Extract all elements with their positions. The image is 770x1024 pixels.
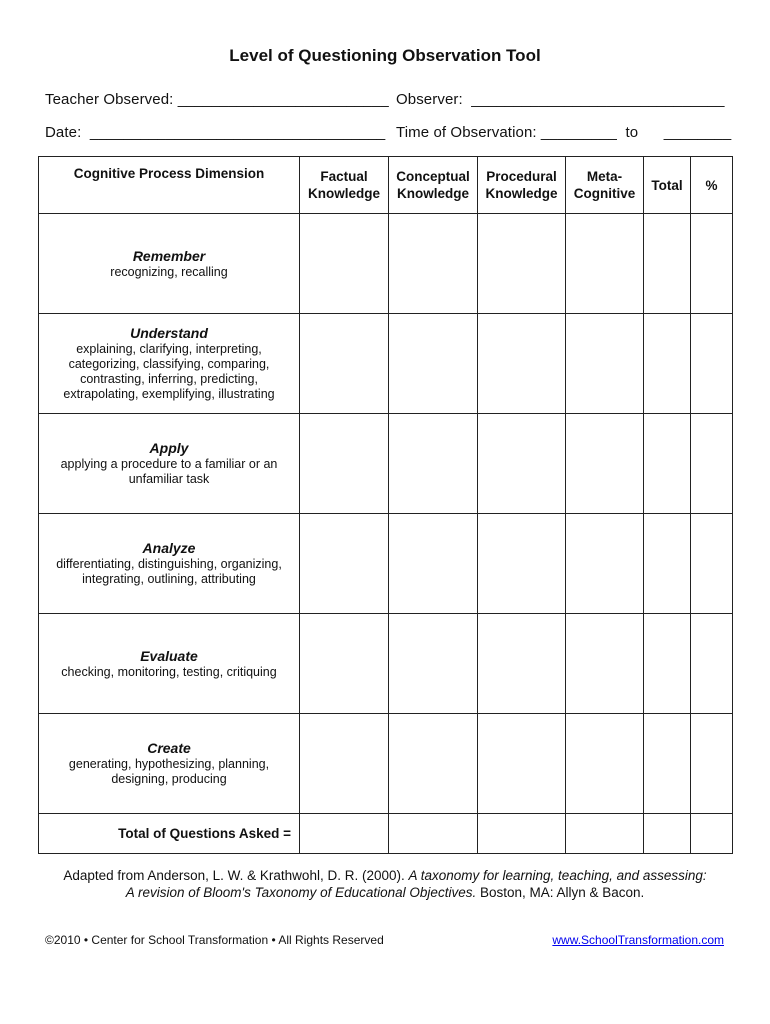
table-row-create	[39, 714, 733, 814]
category-name: Remember	[132, 247, 206, 264]
category-name: Analyze	[142, 540, 196, 556]
input-cell[interactable]	[644, 714, 691, 814]
input-cell[interactable]	[300, 714, 389, 814]
input-cell[interactable]	[389, 514, 478, 614]
input-cell[interactable]	[389, 814, 478, 854]
input-cell[interactable]	[566, 214, 644, 314]
input-cell[interactable]	[300, 314, 389, 414]
category-cell-analyze	[39, 514, 300, 614]
header-cognitive-process-dimension: Cognitive Process Dimension	[39, 157, 300, 214]
input-cell[interactable]	[478, 314, 566, 414]
header-procedural-knowledge	[478, 157, 566, 214]
input-cell[interactable]	[644, 214, 691, 314]
input-cell[interactable]	[691, 714, 733, 814]
category-description: applying a procedure to a familiar or an unfamiliar task	[60, 457, 278, 486]
input-cell[interactable]	[566, 314, 644, 414]
citation-book-title: A taxonomy for learning, teaching, and assessing:	[408, 868, 707, 883]
time-of-observation-field[interactable]: Time of Observation: _________ to ________	[396, 124, 732, 141]
category-cell-create	[39, 714, 300, 814]
table-row-total	[39, 814, 733, 854]
input-cell[interactable]	[478, 514, 566, 614]
category-description: checking, monitoring, testing, critiquing	[61, 664, 277, 679]
input-cell[interactable]	[478, 214, 566, 314]
observation-table	[38, 156, 733, 854]
input-cell[interactable]	[389, 414, 478, 514]
input-cell[interactable]	[644, 314, 691, 414]
input-cell[interactable]	[566, 614, 644, 714]
header-factual-line1: Factual	[320, 169, 368, 184]
category-name: Understand	[130, 325, 208, 341]
citation-authors: Adapted from Anderson, L. W. & Krathwohl, D. R. (2000).	[63, 868, 409, 883]
category-cell-apply	[39, 414, 300, 514]
category-description: differentiating, distinguishing, organizing, integrating, outlining, attributing	[56, 557, 282, 586]
category-description: explaining, clarifying, interpreting, categorizing, classifying, comparing, contrasting, inferring, predicting, extrapolating, exemplifying, illustrating	[63, 342, 275, 401]
input-cell[interactable]	[644, 414, 691, 514]
input-cell[interactable]	[691, 814, 733, 854]
table-row-apply	[39, 414, 733, 514]
input-cell[interactable]	[300, 414, 389, 514]
observer-field[interactable]: Observer: ______________________________	[396, 91, 725, 108]
table-row-evaluate	[39, 614, 733, 714]
input-cell[interactable]	[389, 614, 478, 714]
input-cell[interactable]	[478, 614, 566, 714]
header-procedural-line2: Knowledge	[485, 186, 558, 201]
header-meta-line1: Meta-	[586, 169, 623, 184]
header-conceptual-line2: Knowledge	[396, 186, 469, 201]
input-cell[interactable]	[389, 714, 478, 814]
input-cell[interactable]	[478, 814, 566, 854]
citation-book-subtitle: A revision of Bloom's Taxonomy of Educational Objectives.	[125, 885, 477, 900]
total-questions-label: Total of Questions Asked =	[39, 814, 300, 854]
input-cell[interactable]	[566, 714, 644, 814]
citation	[0, 867, 770, 901]
header-factual-knowledge	[300, 157, 389, 214]
table-row-remember	[39, 214, 733, 314]
table-header-row	[39, 157, 733, 214]
copyright-text: ©2010 • Center for School Transformation • All Rights Reserved	[45, 933, 384, 947]
input-cell[interactable]	[691, 414, 733, 514]
category-cell-evaluate	[39, 614, 300, 714]
input-cell[interactable]	[566, 814, 644, 854]
date-field[interactable]: Date: ___________________________________	[45, 124, 386, 141]
input-cell[interactable]	[389, 214, 478, 314]
input-cell[interactable]	[691, 514, 733, 614]
citation-line-2	[0, 884, 770, 901]
category-name: Create	[147, 740, 191, 756]
citation-publisher: Boston, MA: Allyn & Bacon.	[476, 885, 645, 900]
table-row-understand	[39, 314, 733, 414]
website-link[interactable]: www.SchoolTransformation.com	[552, 933, 724, 947]
input-cell[interactable]	[566, 514, 644, 614]
input-cell[interactable]	[478, 414, 566, 514]
input-cell[interactable]	[300, 514, 389, 614]
input-cell[interactable]	[644, 814, 691, 854]
input-cell[interactable]	[389, 314, 478, 414]
input-cell[interactable]	[300, 614, 389, 714]
input-cell[interactable]	[478, 714, 566, 814]
input-cell[interactable]	[566, 414, 644, 514]
category-description: recognizing, recalling	[110, 264, 228, 279]
input-cell[interactable]	[300, 814, 389, 854]
header-total: Total	[644, 157, 691, 214]
category-name: Apply	[149, 440, 189, 456]
input-cell[interactable]	[691, 614, 733, 714]
page-title: Level of Questioning Observation Tool	[229, 46, 541, 65]
header-meta-cognitive	[566, 157, 644, 214]
input-cell[interactable]	[644, 614, 691, 714]
header-factual-line2: Knowledge	[307, 186, 380, 201]
input-cell[interactable]	[691, 214, 733, 314]
table-row-analyze	[39, 514, 733, 614]
header-meta-line2: Cognitive	[573, 186, 636, 201]
category-description: generating, hypothesizing, planning, designing, producing	[68, 757, 270, 786]
input-cell[interactable]	[644, 514, 691, 614]
category-name: Evaluate	[140, 647, 198, 664]
category-cell-understand	[39, 314, 300, 414]
header-procedural-line1: Procedural	[486, 169, 557, 184]
input-cell[interactable]	[300, 214, 389, 314]
input-cell[interactable]	[691, 314, 733, 414]
citation-line-1	[0, 867, 770, 884]
header-conceptual-knowledge	[389, 157, 478, 214]
header-conceptual-line1: Conceptual	[396, 169, 470, 184]
category-cell-remember	[39, 214, 300, 314]
header-percent: %	[691, 157, 733, 214]
teacher-observed-field[interactable]: Teacher Observed: _________________________	[45, 91, 389, 108]
